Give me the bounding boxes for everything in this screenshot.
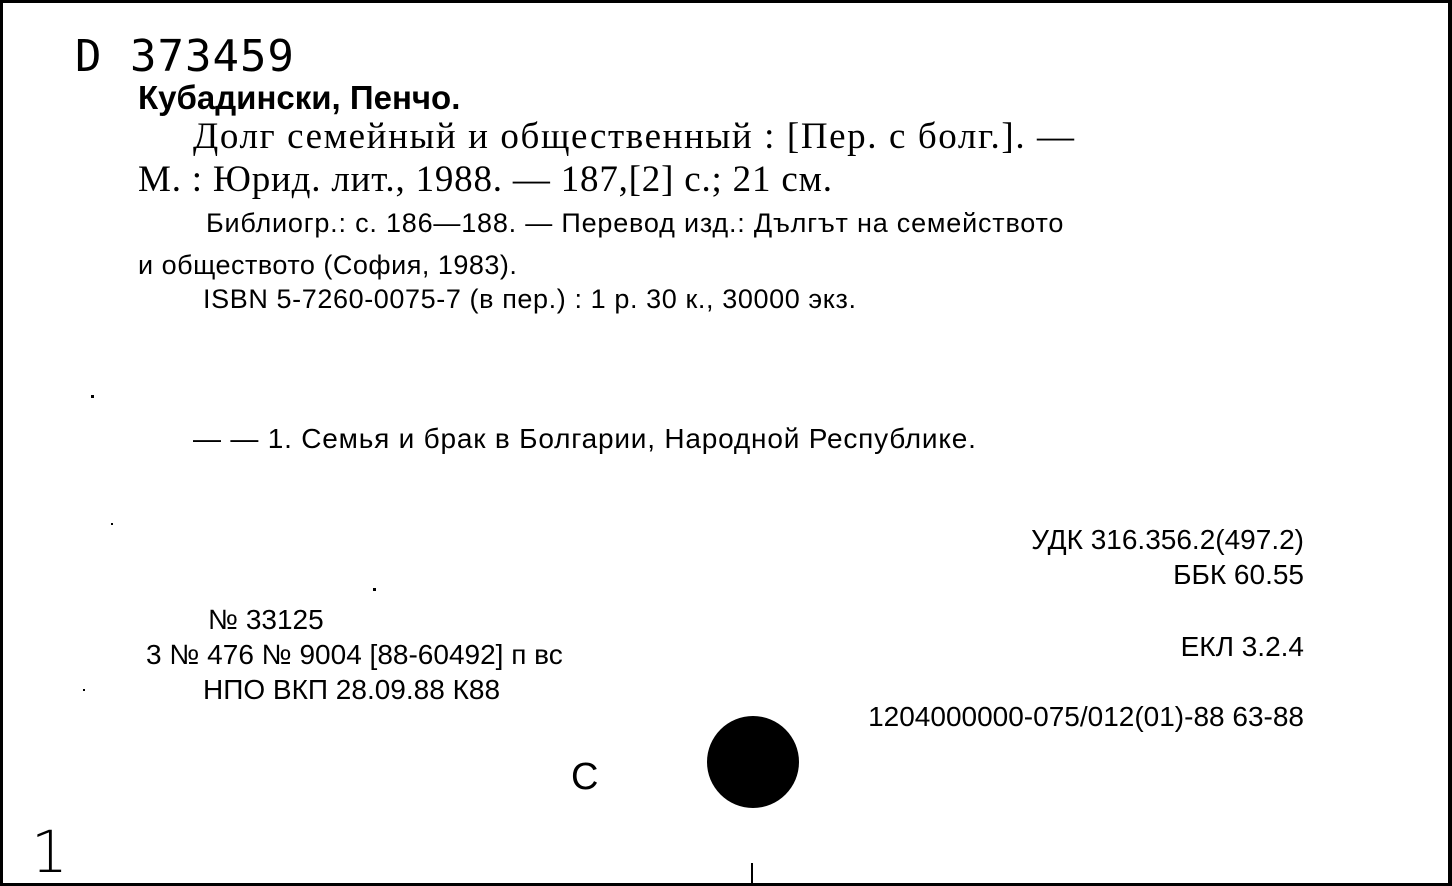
speck	[83, 689, 85, 691]
bottom-tick-mark	[751, 863, 753, 883]
npo-line: НПО ВКП 28.09.88 К88	[203, 674, 501, 705]
punch-hole	[707, 716, 799, 808]
title-line-2: М. : Юрид. лит., 1988. — 187,[2] с.; 21 см.	[138, 159, 833, 200]
title-line-1: Долг семейный и общественный : [Пер. с болг.]. —	[193, 116, 1076, 157]
udk-code: УДК 316.356.2(497.2)	[1031, 524, 1304, 555]
isbn-line: ISBN 5-7260-0075-7 (в пер.) : 1 р. 30 к., 30000 экз.	[203, 284, 857, 314]
speck	[373, 588, 376, 591]
classification-code: 1204000000-075/012(01)-88 63-88	[868, 701, 1304, 732]
order-numbers: 3 № 476 № 9004 [88-60492] п вс	[146, 639, 563, 670]
letter-mark: С	[571, 756, 599, 798]
author-heading: Кубадински, Пенчо.	[138, 79, 461, 116]
notes-line-1: Библиогр.: с. 186—188. — Перевод изд.: Дългът на семейството	[206, 208, 1065, 238]
subject-heading: — — 1. Семья и брак в Болгарии, Народной Республике.	[193, 423, 977, 454]
speck	[91, 395, 94, 398]
bbk-code: ББК 60.55	[1173, 559, 1304, 590]
notes-line-2: и обществото (София, 1983).	[138, 250, 518, 280]
call-number: D 373459	[75, 31, 295, 82]
ekl-code: ЕКЛ 3.2.4	[1180, 631, 1304, 662]
handwritten-mark: 1	[31, 818, 68, 886]
registration-number: № 33125	[208, 604, 324, 635]
speck	[111, 523, 113, 525]
